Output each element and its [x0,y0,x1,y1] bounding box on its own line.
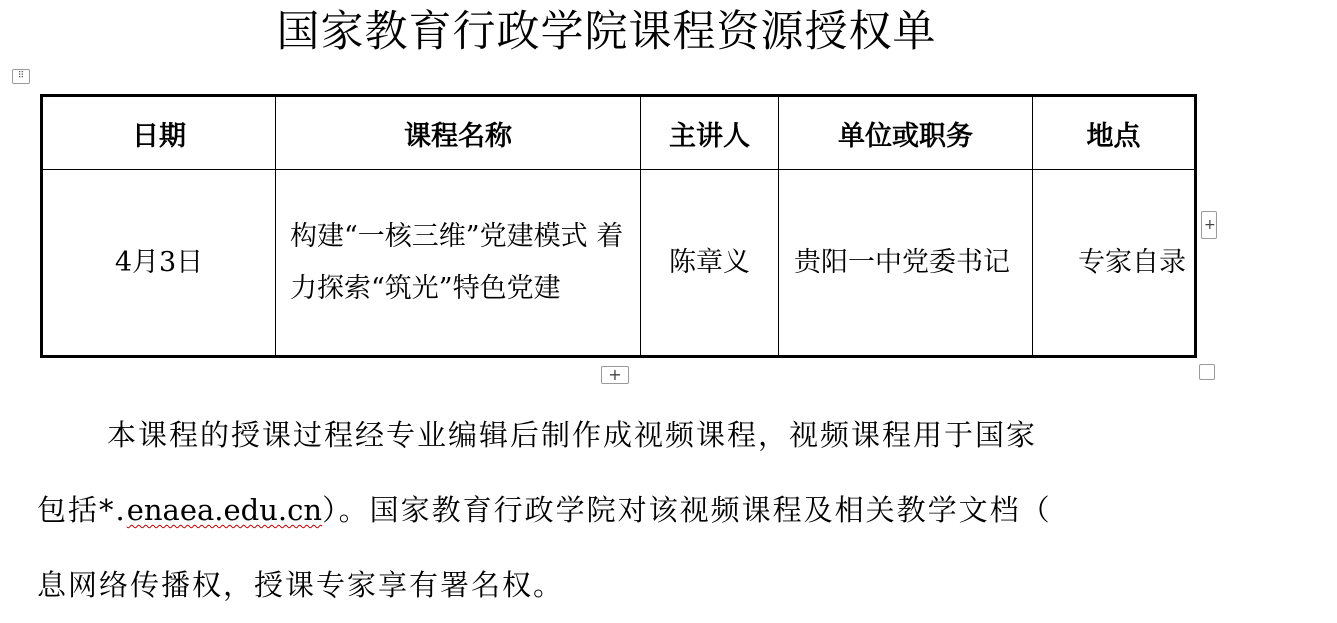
add-column-icon[interactable]: + [1201,211,1217,239]
table-move-handle-icon[interactable]: ⠿ [12,69,30,84]
cell-unit-or-position[interactable]: 贵阳一中党委书记 [779,170,1033,357]
table-row [42,170,1196,357]
cell-speaker[interactable]: 陈章义 [641,170,779,357]
document-title: 国家教育行政学院课程资源授权单 [276,7,937,57]
authorization-table [40,94,1197,358]
table-resize-icon[interactable] [1199,364,1215,380]
paragraph-line-1: 本课程的授课过程经专业编辑后制作成视频课程，视频课程用于国家 [107,418,1038,452]
paragraph-line-2-prefix: 包括*. [37,493,127,527]
header-location[interactable]: 地点 [1033,96,1196,170]
table-header-row [42,96,1196,170]
cell-course-name[interactable]: 构建“一核三维”党建模式 着力探索“筑光”特色党建 [276,170,641,357]
header-speaker[interactable]: 主讲人 [641,96,779,170]
paragraph-line-2 [37,473,1337,548]
add-row-icon[interactable]: + [601,366,629,384]
authorization-paragraph [37,398,1337,623]
cell-location[interactable]: 专家自录 [1033,170,1196,357]
domain-link[interactable]: enaea.edu.cn [126,493,323,527]
cell-date[interactable]: 4月3日 [42,170,276,357]
header-course-name[interactable]: 课程名称 [276,96,641,170]
paragraph-line-3: 息网络传播权，授课专家享有署名权。 [37,568,565,602]
paragraph-line-2-suffix: ）。国家教育行政学院对该视频课程及相关教学文档（ [322,493,1052,527]
header-unit-or-position[interactable]: 单位或职务 [779,96,1033,170]
header-date[interactable]: 日期 [42,96,276,170]
